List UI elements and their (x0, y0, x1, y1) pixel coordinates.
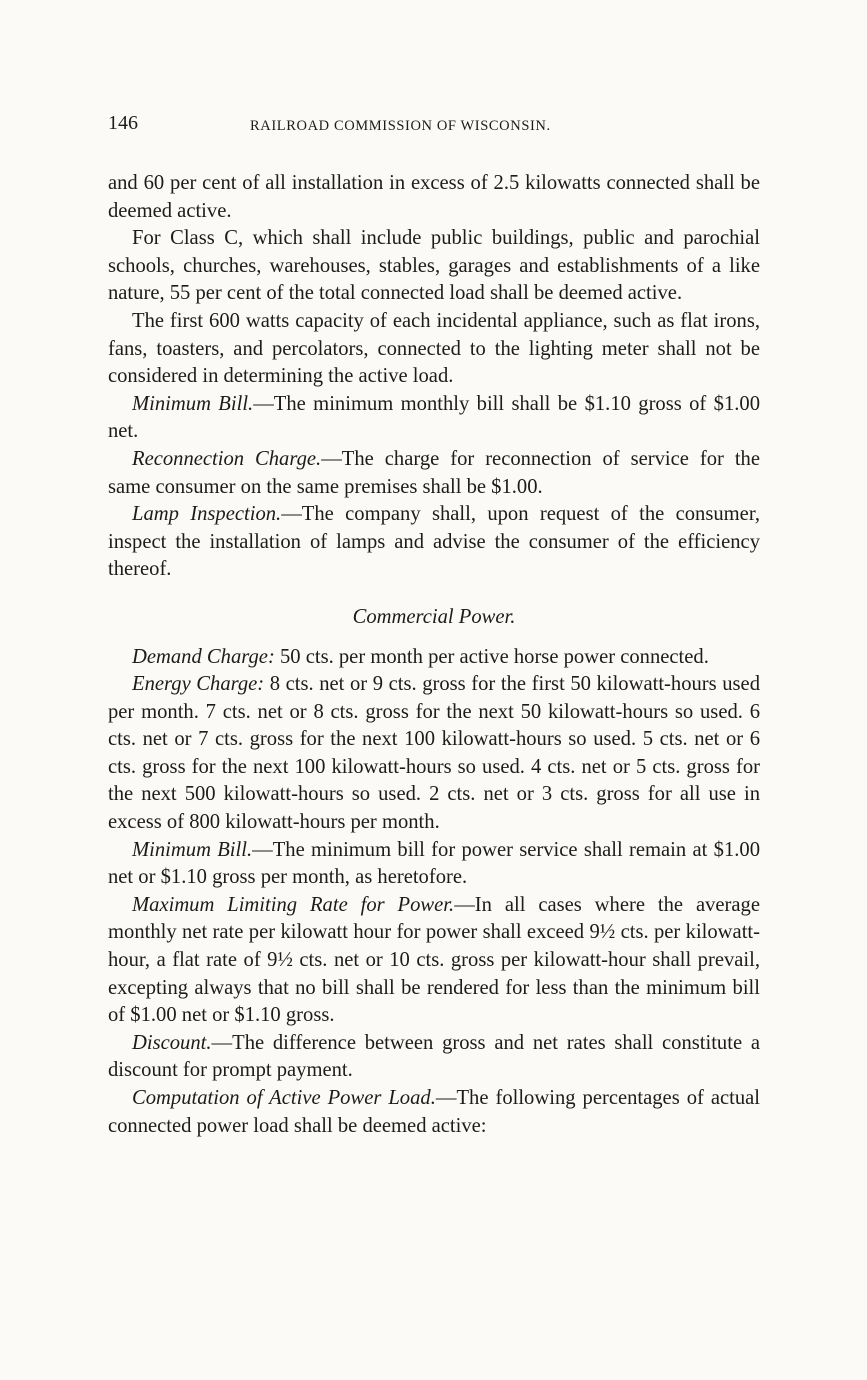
paragraph-text: —The minimum monthly bill shall be $1.10 gross of $1.00 net. (108, 392, 760, 443)
paragraph-lead: Lamp Inspection. (132, 503, 282, 526)
paragraph-text: —The charge for reconnection of service for the same consumer on the same premises shall be $1.00. (108, 447, 760, 498)
paragraph-lead: Minimum Bill. (132, 392, 254, 415)
paragraph-incidental-appliance (108, 308, 760, 391)
paragraph-text: —The company shall, upon request of the consumer, inspect the installation of lamps and advise the consumer of the efficiency thereof. (108, 503, 760, 581)
paragraph-continuation (108, 170, 760, 225)
paragraph-lead: Demand Charge: (132, 645, 275, 668)
paragraph-lamp-inspection (108, 501, 760, 584)
paragraph-text: and 60 per cent of all installation in excess of 2.5 kilowatts connected shall be deemed active. (108, 172, 760, 222)
paragraph-demand-charge (108, 644, 760, 672)
paragraph-text: —The minimum bill for power service shall remain at $1.00 net or $1.10 gross per month, as heretofore. (108, 838, 760, 889)
paragraph-lead: Minimum Bill. (132, 838, 253, 861)
paragraph-lead: Energy Charge: (132, 673, 265, 696)
paragraph-lead: Computation of Active Power Load. (132, 1087, 436, 1109)
paragraph-computation-active-load (108, 1085, 760, 1140)
paragraph-maximum-limiting-rate (108, 892, 760, 1030)
paragraph-lead: Reconnection Charge. (132, 447, 322, 470)
paragraph-class-c (108, 225, 760, 308)
paragraph-reconnection-charge (108, 446, 760, 501)
paragraph-energy-charge (108, 671, 760, 837)
paragraph-minimum-bill (108, 391, 760, 446)
paragraph-text: 50 cts. per month per active horse power connected. (274, 645, 709, 668)
running-title: RAILROAD COMMISSION OF WISCONSIN. (250, 118, 551, 134)
paragraph-text: —The difference between gross and net rates shall constitute a discount for prompt payment. (108, 1031, 760, 1082)
running-head (108, 112, 760, 142)
paragraph-text: For Class C, which shall include public buildings, public and parochial schools, churches, warehouses, stables, garages and establishments of a like nature, 55 per cent of the total connected load shall be deemed active. (108, 227, 760, 305)
paragraph-lead: Discount. (132, 1031, 212, 1054)
page-number: 146 (108, 112, 138, 134)
body-text (108, 170, 760, 1140)
paragraph-text: —The following percentages of actual connected power load shall be deemed active: (108, 1087, 761, 1137)
section-heading: Commercial Power. (352, 605, 516, 628)
paragraph-text: —In all cases where the average monthly net rate per kilowatt hour for power shall exceed 9½ cts. per kilowatt-hour, a flat rate of 9½ cts. net or 10 cts. gross per kilowatt-hour shall prevail, excepting always that no bill shall be rendered for less than the minimum bill of $1.00 net or $1.10 gross. (108, 893, 760, 1027)
paragraph-lead: Maximum Limiting Rate for Power. (132, 893, 455, 916)
paragraph-text: The first 600 watts capacity of each incidental appliance, such as flat irons, fans, toasters, and percolators, connected to the lighting meter shall not be considered in determining the active load. (108, 309, 760, 388)
paragraph-discount (108, 1030, 760, 1085)
paragraph-text: 8 cts. net or 9 cts. gross for the first 50 kilowatt-hours used per month. 7 cts. net or 8 cts. gross for the next 50 kilowatt-hours so used. 6 cts. net or 7 cts. gross for the next 100 kilowatt-hours so used. 5 cts. net or 6 cts. gross for the next 100 kilowatt-hours so used. 4 cts. net or 5 cts. gross for the next 500 kilowatt-hours so used. 2 cts. net or 3 cts. gross for all use in excess of 800 kilowatt-hours per month. (108, 673, 760, 834)
paragraph-power-minimum-bill (108, 837, 760, 892)
